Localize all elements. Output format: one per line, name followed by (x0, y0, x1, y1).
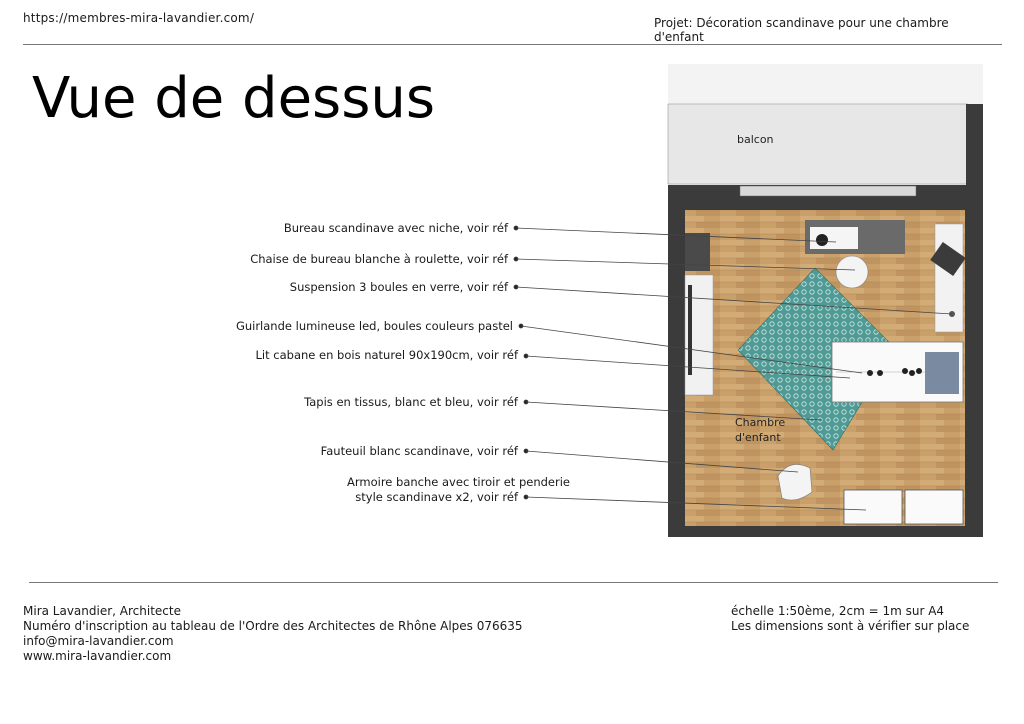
label-pendant-light: Suspension 3 boules en verre, voir réf (289, 280, 508, 294)
radiator (688, 285, 692, 375)
dimensions-note: Les dimensions sont à vérifier sur place (731, 619, 970, 633)
label-wardrobe-line2: style scandinave x2, voir réf (355, 490, 518, 504)
window (740, 186, 916, 196)
desk-chair (836, 256, 868, 288)
website-url: https://membres-mira-lavandier.com/ (23, 11, 255, 25)
label-desk-chair: Chaise de bureau blanche à roulette, voir réf (250, 252, 508, 266)
label-armchair: Fauteuil blanc scandinave, voir réf (320, 444, 518, 458)
wardrobe-2 (905, 490, 963, 524)
registration-number: Numéro d'inscription au tableau de l'Ordre des Architectes de Rhône Alpes 076635 (23, 619, 523, 633)
balcony-label: balcon (737, 133, 774, 146)
label-rug: Tapis en tissus, blanc et bleu, voir réf (304, 395, 518, 409)
footer-divider (29, 582, 998, 583)
scale-info (731, 604, 969, 634)
wardrobe-1 (844, 490, 902, 524)
email: info@mira-lavandier.com (23, 634, 174, 648)
right-shelf (935, 224, 963, 332)
architect-info (23, 604, 523, 664)
scale: échelle 1:50ème, 2cm = 1m sur A4 (731, 604, 945, 618)
label-desk: Bureau scandinave avec niche, voir réf (283, 221, 508, 235)
website: www.mira-lavandier.com (23, 649, 172, 663)
label-cabin-bed: Lit cabane en bois naturel 90x190cm, voir réf (255, 348, 518, 362)
architect-name: Mira Lavandier, Architecte (23, 604, 181, 618)
room-label-line1: Chambre (735, 416, 786, 429)
label-garland: Guirlande lumineuse led, boules couleurs pastel (235, 319, 513, 333)
bed-pillow (925, 352, 959, 394)
label-wardrobe-line1: Armoire banche avec tiroir et penderie (347, 475, 570, 489)
desk-object (816, 234, 828, 246)
balcony-wall (966, 104, 983, 186)
page-title: Vue de dessus (32, 66, 436, 131)
project-title: Projet: Décoration scandinave pour une chambre d'enfant (654, 16, 949, 44)
room-label-line2: d'enfant (735, 431, 781, 444)
balcony-area (668, 104, 968, 184)
armchair (778, 464, 812, 500)
